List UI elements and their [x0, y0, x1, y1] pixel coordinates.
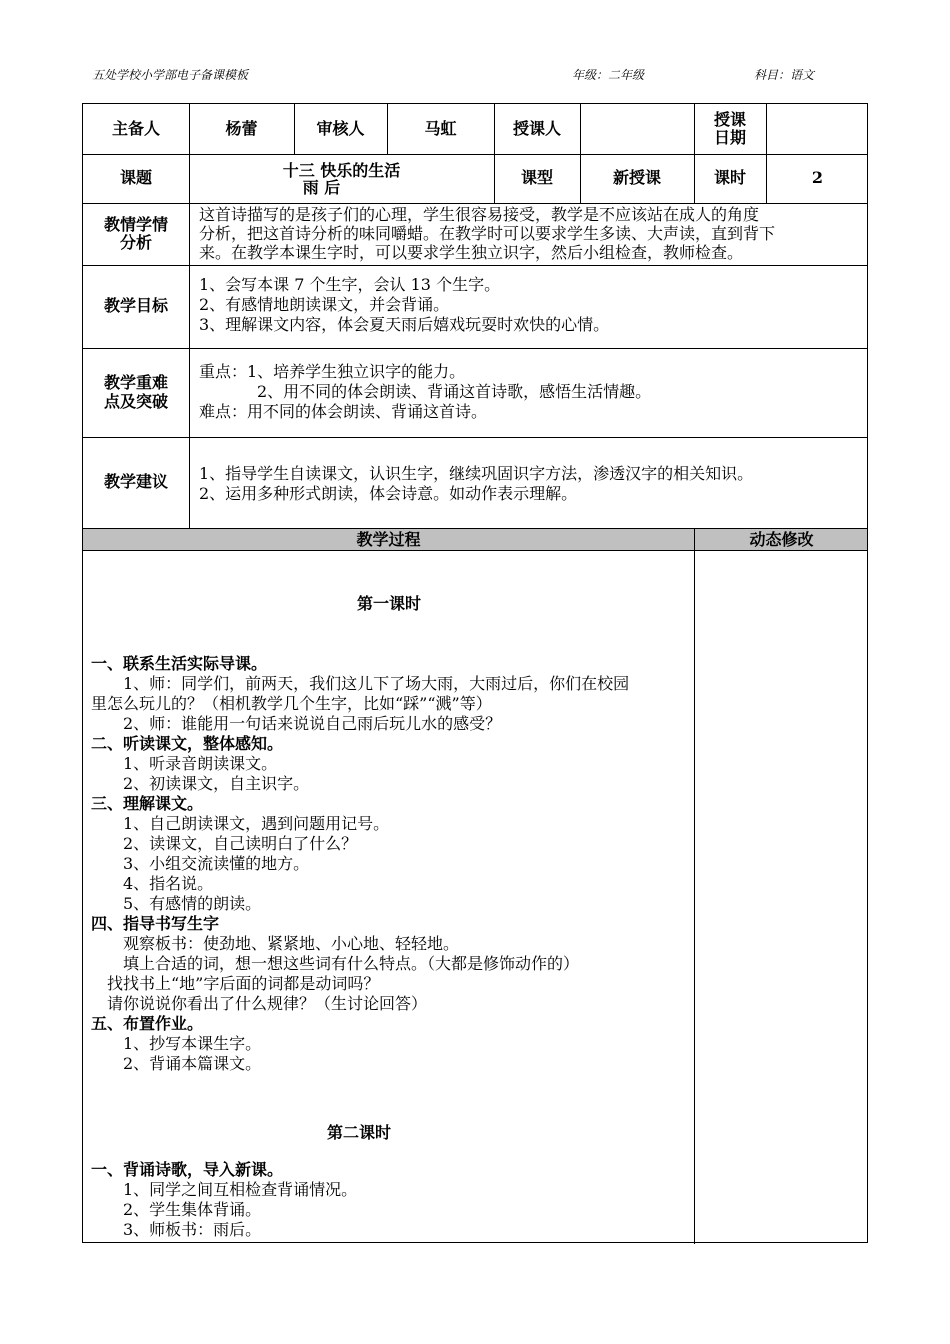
date-value — [766, 104, 869, 154]
grade-label: 年级：二年级 — [572, 68, 645, 82]
analysis-line: 这首诗描写的是孩子们的心理，学生很容易接受，教学是不应该站在成人的角度 — [199, 205, 760, 224]
analysis-line: 分析，把这首诗分析的味同嚼蜡。在教学时可以要求学生多读、大声读，直到背下 — [199, 224, 776, 243]
process-line: 里怎么玩儿的？（相机教学几个生字，比如“踩”“溅”等） — [91, 694, 492, 713]
process-line: 2、学生集体背诵。 — [123, 1200, 262, 1219]
date-label-line1: 授课 — [713, 109, 746, 129]
goals-label: 教学目标 — [103, 296, 168, 316]
process-line: 1、自己朗读课文，遇到问题用记号。 — [123, 814, 390, 833]
process-line: 1、听录音朗读课文。 — [123, 754, 278, 773]
lesson2-content — [83, 1160, 694, 1240]
reviewer-label: 审核人 — [316, 118, 365, 138]
subject-label: 科目：语文 — [754, 68, 815, 82]
section-heading: 四、指导书写生字 — [91, 914, 220, 933]
section-heading: 二、听读课文，整体感知。 — [91, 734, 284, 753]
suggestions-label: 教学建议 — [103, 472, 168, 492]
preparer-label: 主备人 — [111, 118, 160, 138]
goal-item: 3、理解课文内容，体会夏天雨后嬉戏玩耍时欢快的心情。 — [199, 315, 610, 334]
page-header — [92, 66, 858, 84]
process-line: 2、背诵本篇课文。 — [123, 1054, 262, 1073]
process-line: 5、有感情的朗读。 — [123, 894, 262, 913]
process-line: 2、初读课文，自主识字。 — [123, 774, 310, 793]
process-line: 3、小组交流读懂的地方。 — [123, 854, 310, 873]
process-line: 1、同学之间互相检查背诵情况。 — [123, 1180, 358, 1199]
goals-text — [199, 275, 609, 335]
process-line: 请你说说你看出了什么规律？（生讨论回答） — [107, 994, 428, 1013]
topic-value — [189, 154, 494, 203]
hours-value: 2 — [811, 168, 824, 188]
lesson-plan-table — [82, 103, 868, 1243]
analysis-label-line1: 教情学情 — [103, 214, 168, 234]
row-divider — [83, 265, 867, 266]
keypoints-label — [83, 348, 189, 437]
analysis-text — [199, 205, 775, 262]
process-line: 填上合适的词，想一想这些词有什么特点。（大都是修饰动作的） — [123, 954, 580, 973]
preparer-value: 杨蕾 — [225, 118, 258, 138]
section-heading: 一、联系生活实际导课。 — [91, 654, 268, 673]
keypoints-label-line1: 教学重难 — [103, 373, 168, 393]
process-line: 2、读课文，自己读明白了什么？ — [123, 834, 358, 853]
lesson2-title: 第二课时 — [326, 1123, 391, 1142]
suggestion-item: 1、指导学生自读课文，认识生字，继续巩固识字方法，渗透汉字的相关知识。 — [199, 464, 754, 483]
process-line: 找找书上“地”字后面的词都是动词吗？ — [107, 974, 380, 993]
process-line: 观察板书：使劲地、紧紧地、小心地、轻轻地。 — [123, 934, 460, 953]
keypoint-item: 重点：1、培养学生独立识字的能力。 — [199, 362, 466, 381]
topic-line2: 雨 后 — [302, 177, 341, 197]
row-divider — [83, 437, 867, 438]
teacher-value — [580, 104, 694, 154]
goal-item: 1、会写本课 7 个生字，会认 13 个生字。 — [199, 275, 501, 294]
row-divider — [83, 348, 867, 349]
date-label — [694, 104, 766, 154]
date-label-line2: 日期 — [713, 128, 746, 147]
reviewer-value: 马虹 — [424, 118, 457, 138]
process-line: 4、指名说。 — [123, 874, 214, 893]
suggestions-text — [199, 464, 753, 504]
keypoints-label-line2: 点及突破 — [103, 391, 168, 411]
lesson-type-value: 新授课 — [612, 168, 661, 188]
process-line: 1、抄写本课生字。 — [123, 1034, 262, 1053]
analysis-label — [83, 203, 189, 265]
keypoints-text — [199, 362, 651, 422]
process-line: 3、师板书：雨后。 — [123, 1220, 262, 1239]
teacher-label: 授课人 — [512, 118, 561, 138]
goal-item: 2、有感情地朗读课文，并会背诵。 — [199, 295, 450, 314]
lesson1-title: 第一课时 — [356, 594, 421, 613]
keypoint-item: 2、用不同的体会朗读、背诵这首诗歌，感悟生活情趣。 — [257, 382, 652, 401]
topic-line1: 十三 快乐的生活 — [282, 160, 401, 180]
analysis-line: 来。在教学本课生字时，可以要求学生独立识字，然后小组检查，教师检查。 — [199, 243, 744, 262]
suggestion-item: 2、运用多种形式朗读，体会诗意。如动作表示理解。 — [199, 484, 578, 503]
school-template-title: 五处学校小学部电子备课模板 — [92, 68, 249, 82]
topic-label: 课题 — [119, 168, 152, 188]
section-heading: 一、背诵诗歌，导入新课。 — [91, 1160, 284, 1179]
hours-label: 课时 — [713, 168, 746, 188]
teaching-process-title: 教学过程 — [356, 530, 421, 549]
section-heading: 五、布置作业。 — [91, 1014, 204, 1033]
process-line: 2、师：谁能用一句话来说说自己雨后玩儿水的感受？ — [123, 714, 502, 733]
row-divider — [83, 203, 867, 204]
analysis-label-line2: 分析 — [119, 233, 152, 252]
process-line: 1、师：同学们，前两天，我们这儿下了场大雨，大雨过后，你们在校园 — [123, 674, 630, 693]
row-divider — [83, 550, 867, 551]
keypoint-item: 难点：用不同的体会朗读、背诵这首诗。 — [199, 402, 488, 421]
dynamic-revision-title: 动态修改 — [749, 530, 814, 549]
section-heading: 三、理解课文。 — [91, 794, 204, 813]
lesson1-content — [83, 654, 694, 1074]
lesson-type-label: 课型 — [520, 168, 553, 188]
